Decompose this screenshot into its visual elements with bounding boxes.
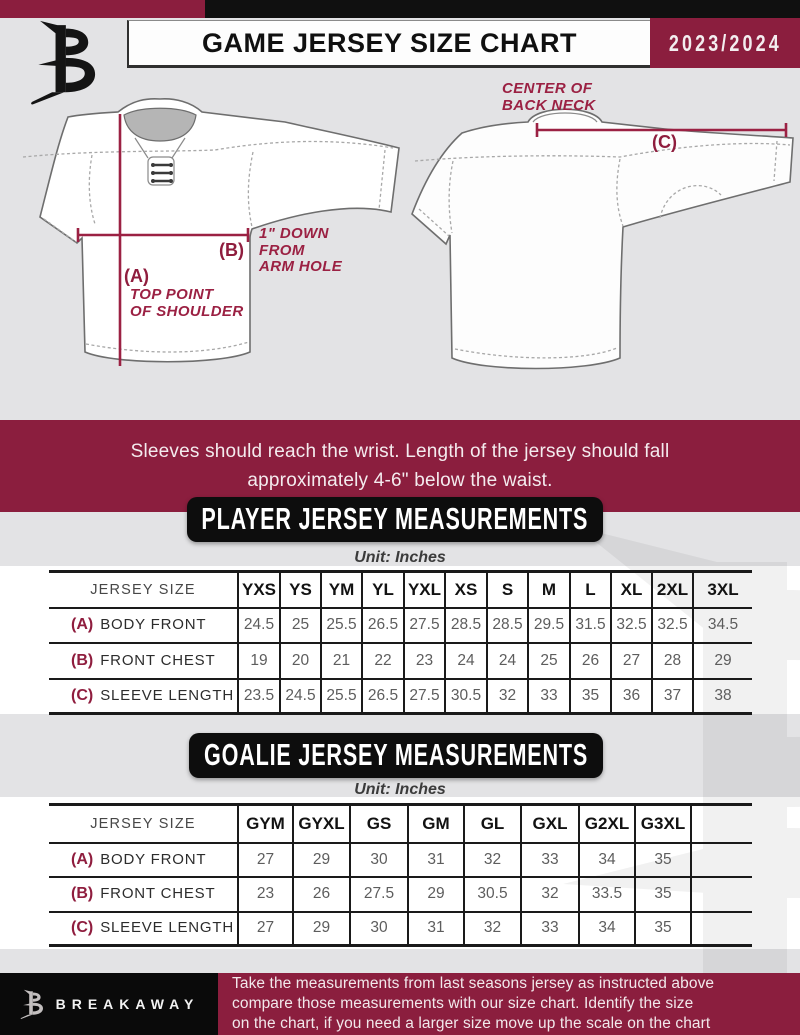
footer-brand-block <box>0 973 218 1035</box>
season-box <box>650 18 800 68</box>
size-col: GL <box>464 805 521 843</box>
value-cell: 25.5 <box>321 679 362 714</box>
value-cell: 27 <box>238 843 293 877</box>
value-cell: 29.5 <box>528 608 570 643</box>
table-row <box>49 912 752 946</box>
size-col: GYXL <box>293 805 350 843</box>
value-cell: 32 <box>464 843 521 877</box>
footer-line1: Take the measurements from last seasons jersey as instructed above <box>232 975 715 992</box>
value-cell: 29 <box>693 643 752 679</box>
footer-instructions <box>218 973 800 1035</box>
value-cell: 32 <box>521 877 579 912</box>
value-cell: 31 <box>408 843 464 877</box>
size-col: YL <box>362 572 404 608</box>
value-cell: 27 <box>611 643 652 679</box>
value-cell: 23 <box>238 877 293 912</box>
table-row <box>49 643 752 679</box>
value-cell: 20 <box>280 643 321 679</box>
size-col: XL <box>611 572 652 608</box>
value-cell: 30 <box>350 912 408 946</box>
value-cell: 22 <box>362 643 404 679</box>
row-label: (B) FRONT CHEST <box>49 643 238 679</box>
value-cell: 35 <box>635 877 691 912</box>
table-row <box>49 679 752 714</box>
size-col: GS <box>350 805 408 843</box>
footer-line2: compare those measurements with our size chart. Identify the size <box>232 995 694 1012</box>
size-col: G2XL <box>579 805 635 843</box>
value-cell: 35 <box>570 679 611 714</box>
value-cell: 23 <box>404 643 445 679</box>
value-cell: 37 <box>652 679 693 714</box>
value-cell: 38 <box>693 679 752 714</box>
goalie-size-table <box>49 803 752 947</box>
empty-col <box>691 805 752 843</box>
goalie-unit-label: Unit: Inches <box>354 781 446 798</box>
value-cell: 32 <box>464 912 521 946</box>
fit-notice-line1: Sleeves should reach the wrist. Length of the jersey should fall <box>130 441 670 462</box>
top-black-strip <box>205 0 800 18</box>
empty-cell <box>691 912 752 946</box>
value-cell: 33 <box>521 912 579 946</box>
value-cell: 24 <box>487 643 528 679</box>
value-cell: 30.5 <box>445 679 487 714</box>
value-cell: 29 <box>408 877 464 912</box>
back-jersey-diagram <box>405 93 800 383</box>
season-label: 2023/2024 <box>668 29 782 56</box>
size-col: GYM <box>238 805 293 843</box>
row-label: (C) SLEEVE LENGTH <box>49 679 238 714</box>
breakaway-footer-logo-icon <box>19 989 46 1020</box>
table-row <box>49 608 752 643</box>
value-cell: 31.5 <box>570 608 611 643</box>
footer-line3: on the chart, if you need a larger size move up the scale on the chart <box>232 1015 711 1032</box>
value-cell: 27 <box>238 912 293 946</box>
value-cell: 32 <box>487 679 528 714</box>
fit-notice-line2: approximately 4-6" below the waist. <box>247 470 553 491</box>
value-cell: 34 <box>579 843 635 877</box>
value-cell: 24.5 <box>238 608 280 643</box>
value-cell: 28.5 <box>445 608 487 643</box>
size-header-cell: JERSEY SIZE <box>90 581 196 598</box>
front-jersey-diagram <box>15 86 410 386</box>
value-cell: 28.5 <box>487 608 528 643</box>
page-title: GAME JERSEY SIZE CHART <box>201 27 578 58</box>
b-tag: (B) <box>219 240 244 260</box>
value-cell: 27.5 <box>350 877 408 912</box>
table-row <box>49 843 752 877</box>
b-description: 1" DOWN FROM ARM HOLE <box>259 225 343 275</box>
row-label: (C) SLEEVE LENGTH <box>49 912 238 946</box>
value-cell: 30 <box>350 843 408 877</box>
player-unit-label: Unit: Inches <box>354 549 446 566</box>
value-cell: 26 <box>570 643 611 679</box>
empty-cell <box>691 843 752 877</box>
center-back-neck-label: CENTER OF BACK NECK <box>502 80 596 114</box>
value-cell: 34.5 <box>693 608 752 643</box>
value-cell: 28 <box>652 643 693 679</box>
value-cell: 33 <box>521 843 579 877</box>
value-cell: 24 <box>445 643 487 679</box>
player-section-title: PLAYER JERSEY MEASUREMENTS <box>201 502 589 536</box>
value-cell: 32.5 <box>611 608 652 643</box>
a-description: TOP POINT OF SHOULDER <box>130 286 244 320</box>
table-header-row <box>49 572 752 608</box>
goalie-section-title: GOALIE JERSEY MEASUREMENTS <box>203 738 589 772</box>
table-header-row <box>49 805 752 843</box>
size-col: YXS <box>238 572 280 608</box>
value-cell: 25 <box>280 608 321 643</box>
value-cell: 29 <box>293 843 350 877</box>
value-cell: 26.5 <box>362 679 404 714</box>
player-section-banner <box>187 497 603 542</box>
size-col: YXL <box>404 572 445 608</box>
row-label: (B) FRONT CHEST <box>49 877 238 912</box>
value-cell: 26 <box>293 877 350 912</box>
c-tag: (C) <box>652 132 677 152</box>
title-bar <box>127 20 650 68</box>
value-cell: 29 <box>293 912 350 946</box>
value-cell: 26.5 <box>362 608 404 643</box>
table-row <box>49 877 752 912</box>
size-col: 2XL <box>652 572 693 608</box>
value-cell: 36 <box>611 679 652 714</box>
value-cell: 23.5 <box>238 679 280 714</box>
size-col: XS <box>445 572 487 608</box>
size-col: GM <box>408 805 464 843</box>
player-size-table <box>49 570 752 715</box>
brand-name: BREAKAWAY <box>55 996 200 1012</box>
value-cell: 32.5 <box>652 608 693 643</box>
size-col: YS <box>280 572 321 608</box>
value-cell: 19 <box>238 643 280 679</box>
value-cell: 33.5 <box>579 877 635 912</box>
value-cell: 31 <box>408 912 464 946</box>
value-cell: 27.5 <box>404 608 445 643</box>
top-maroon-strip <box>0 0 205 18</box>
value-cell: 24.5 <box>280 679 321 714</box>
row-label: (A) BODY FRONT <box>49 843 238 877</box>
value-cell: 27.5 <box>404 679 445 714</box>
value-cell: 33 <box>528 679 570 714</box>
size-col: GXL <box>521 805 579 843</box>
value-cell: 25 <box>528 643 570 679</box>
empty-cell <box>691 877 752 912</box>
value-cell: 35 <box>635 843 691 877</box>
size-col: YM <box>321 572 362 608</box>
size-col: S <box>487 572 528 608</box>
value-cell: 30.5 <box>464 877 521 912</box>
goalie-section-banner <box>189 733 603 778</box>
row-label: (A) BODY FRONT <box>49 608 238 643</box>
value-cell: 34 <box>579 912 635 946</box>
size-col: L <box>570 572 611 608</box>
a-tag: (A) <box>124 266 149 286</box>
size-col: G3XL <box>635 805 691 843</box>
size-col: 3XL <box>693 572 752 608</box>
value-cell: 21 <box>321 643 362 679</box>
size-header-cell: JERSEY SIZE <box>90 815 196 832</box>
value-cell: 35 <box>635 912 691 946</box>
value-cell: 25.5 <box>321 608 362 643</box>
size-col: M <box>528 572 570 608</box>
